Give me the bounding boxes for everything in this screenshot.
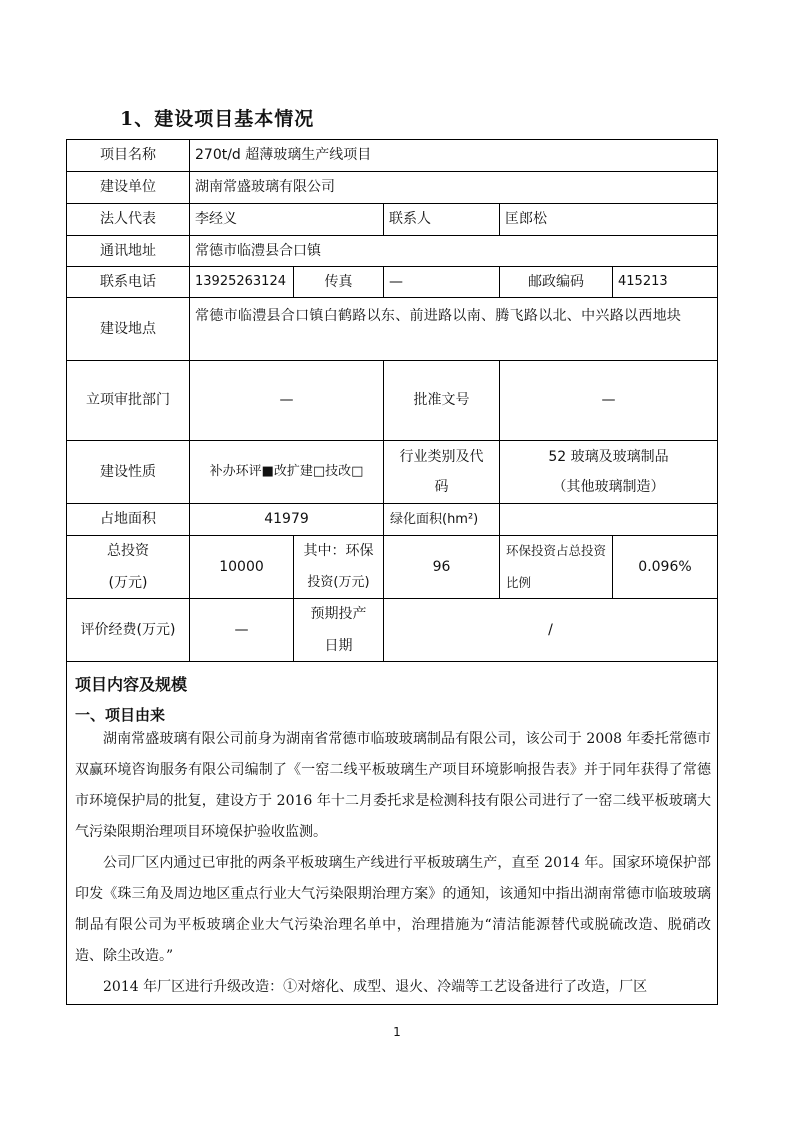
phone-label: 联系电话 xyxy=(100,273,156,290)
industry-value-line2: （其他玻璃制造） xyxy=(552,479,665,495)
page-number: 1 xyxy=(393,1025,401,1039)
approval-no-value: — xyxy=(601,392,616,409)
env-invest-ratio-label xyxy=(500,536,612,598)
fax-label: 传真 xyxy=(324,273,353,290)
contact-value: 匡郎松 xyxy=(505,211,547,228)
legal-rep-label: 法人代表 xyxy=(100,211,156,228)
env-invest-value: 96 xyxy=(432,558,451,575)
industry-value xyxy=(500,441,717,503)
paragraph-2: 公司厂区内通过已审批的两条平板玻璃生产线进行平板玻璃生产，直至 2014 年。国家环境保护部印发《珠三角及周边地区重点行业大气污染限期治理方案》的通知，该通知中指出湖南常德市临玻玻璃制品有限公司为平板玻璃企业大气污染治理名单中，治理措施为“清洁能源替代或脱硫改造、脱硝改造、除尘改造。” xyxy=(75,855,711,964)
fax-value: — xyxy=(389,273,403,290)
builder-label: 建设单位 xyxy=(100,179,156,196)
address-label: 通讯地址 xyxy=(100,242,156,259)
total-invest-label xyxy=(67,536,189,598)
env-invest-label-line2: 投资(万元) xyxy=(307,575,370,590)
area-value: 41979 xyxy=(264,511,309,528)
subsection-title: 一、项目由来 xyxy=(75,706,166,724)
nature-label: 建设性质 xyxy=(100,463,156,480)
builder-value: 湖南常盛玻璃有限公司 xyxy=(195,179,335,196)
contact-label: 联系人 xyxy=(389,211,431,228)
phone-value: 13925263124 xyxy=(195,274,286,290)
section-title: 项目内容及规模 xyxy=(75,675,188,694)
industry-value-line1: 52 玻璃及玻璃制品 xyxy=(548,449,669,465)
industry-label-line2: 码 xyxy=(434,479,449,495)
industry-label xyxy=(384,441,499,503)
expected-production-label xyxy=(294,599,383,661)
approval-dept-value: — xyxy=(279,392,294,409)
green-area-value xyxy=(500,504,717,535)
industry-label-line1: 行业类别及代 xyxy=(399,449,484,465)
env-invest-ratio-label-line1: 环保投资占总投资 xyxy=(506,543,607,558)
approval-no-label: 批准文号 xyxy=(413,392,470,409)
site-value: 常德市临澧县合口镇白鹤路以东、前进路以南、腾飞路以北、中兴路以西地块 xyxy=(195,308,682,324)
nature-value: 补办环评■改扩建□技改□ xyxy=(209,464,364,480)
area-label: 占地面积 xyxy=(100,511,156,528)
paragraph-3: 2014 年厂区进行升级改造：①对熔化、成型、退火、冷端等工艺设备进行了改造，厂区 xyxy=(103,979,648,995)
total-invest-label-line1: 总投资 xyxy=(107,543,149,559)
postcode-label: 邮政编码 xyxy=(528,273,584,290)
eval-fee-label: 评价经费(万元) xyxy=(80,621,176,638)
expected-production-value: / xyxy=(548,621,553,638)
project-name-value: 270t/d 超薄玻璃生产线项目 xyxy=(195,147,372,164)
approval-dept-label: 立项审批部门 xyxy=(86,392,170,409)
expected-production-label-line2: 日期 xyxy=(324,638,353,654)
site-label: 建设地点 xyxy=(100,320,156,337)
project-info-table xyxy=(66,139,718,1005)
eval-fee-value: — xyxy=(234,621,249,638)
legal-rep-value: 李经义 xyxy=(195,211,237,228)
env-invest-label-line1: 其中：环保 xyxy=(303,543,374,559)
postcode-value: 415213 xyxy=(618,274,668,290)
address-value: 常德市临澧县合口镇 xyxy=(195,242,321,259)
green-area-label: 绿化面积(hm²) xyxy=(390,511,479,527)
env-invest-label xyxy=(294,536,383,598)
total-invest-label-line2: (万元) xyxy=(108,575,148,591)
page-heading: 1、建设项目基本情况 xyxy=(120,108,315,130)
project-name-label: 项目名称 xyxy=(100,147,156,164)
total-invest-value: 10000 xyxy=(219,558,264,575)
paragraph-1: 湖南常盛玻璃有限公司前身为湖南省常德市临玻玻璃制品有限公司，该公司于 2008 年委托常德市双赢环境咨询服务有限公司编制了《一窑二线平板玻璃生产项目环境影响报告表》并于同年获得了常德市环境保护局的批复，建设方于 2016 年十二月委托求是检测科技有限公司进行了一窑二线平板玻璃大气污染限期治理项目环境保护验收监测。 xyxy=(75,731,711,840)
env-invest-ratio-value: 0.096% xyxy=(638,558,692,575)
env-invest-ratio-label-line2: 比例 xyxy=(506,575,532,590)
expected-production-label-line1: 预期投产 xyxy=(310,606,367,622)
